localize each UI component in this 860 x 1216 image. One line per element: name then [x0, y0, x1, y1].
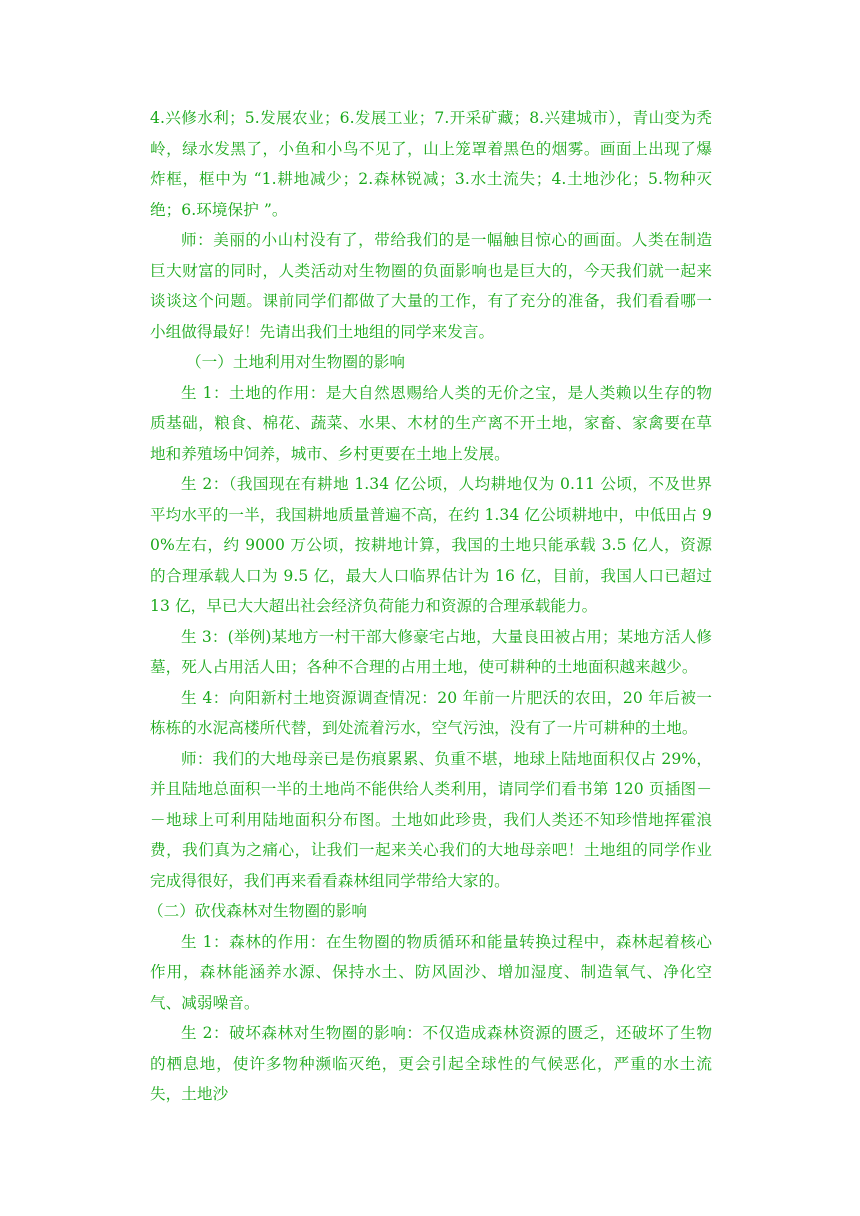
- section-heading-forest: （二）砍伐森林对生物圈的影响: [148, 902, 368, 920]
- paragraph-continuation: 4.兴修水利；5.发展农业；6.发展工业；7.开采矿藏；8.兴建城市），青山变为秃岭，绿水发黑了，小鱼和小鸟不见了，山上笼罩着黑色的烟雾。画面上出现了爆炸框，框中为 “1.耕地减少；2.森林锐减；3.水土流失；4.土地沙化；5.物种灭绝；6.环境保护 ”。: [150, 109, 712, 219]
- paragraph-student2-land: 生 2：（我国现在有耕地 1.34 亿公顷，人均耕地仅为 0.11 公顷，不及世界平均水平的一半，我国耕地质量普遍不高，在约 1.34 亿公顷耕地中，中低田占 90%左右，约 9000 万公顷，按耕地计算，我国的土地只能承载 3.5 亿人，资源的合理承载人口为 9.5 亿，最大人口临界估计为 16 亿，目前，我国人口已超过 13 亿，早已大大超出社会经济负荷能力和资源的合理承载能力。: [150, 475, 712, 615]
- paragraph-student2-forest: 生 2：破坏森林对生物圈的影响：不仅造成森林资源的匮乏，还破坏了生物的栖息地，使许多物种濒临灭绝，更会引起全球性的气候恶化，严重的水土流失，土地沙: [150, 1024, 712, 1103]
- paragraph-student1-forest: 生 1：森林的作用：在生物圈的物质循环和能量转换过程中，森林起着核心作用，森林能涵养水源、保持水土、防风固沙、增加湿度、制造氧气、净化空气、减弱噪音。: [150, 932, 712, 1012]
- paragraph-teacher-land: 师：我们的大地母亲已是伤痕累累、负重不堪，地球上陆地面积仅占 29%，并且陆地总面积一半的土地尚不能供给人类利用，请同学们看书第 120 页插图－－地球上可利用陆地面积分布图。土地如此珍贵，我们人类还不知珍惜地挥霍浪费，我们真为之痛心，让我们一起来关心我们的大地母亲吧！土地组的同学作业完成得很好，我们再来看看森林组同学带给大家的。: [150, 749, 712, 890]
- paragraph-teacher-intro: 师：美丽的小山村没有了，带给我们的是一幅触目惊心的画面。人类在制造巨大财富的同时，人类活动对生物圈的负面影响也是巨大的，今天我们就一起来谈谈这个问题。课前同学们都做了大量的工作，有了充分的准备，我们看看哪一小组做得最好！先请出我们土地组的同学来发言。: [150, 231, 712, 341]
- paragraph-student3-land: 生 3：(举例)某地方一村干部大修豪宅占地，大量良田被占用；某地方活人修墓，死人占用活人田；各种不合理的占用土地，使可耕种的土地面积越来越少。: [150, 627, 712, 676]
- section-heading-land: （一）土地利用对生物圈的影响: [186, 353, 406, 371]
- paragraph-student1-land: 生 1：土地的作用：是大自然恩赐给人类的无价之宝，是人类赖以生存的物质基础，粮食、棉花、蔬菜、水果、木材的生产离不开土地，家畜、家禽要在草地和养殖场中饲养，城市、乡村更要在土地上发展。: [150, 383, 712, 463]
- paragraph-student4-land: 生 4：向阳新村土地资源调查情况：20 年前一片肥沃的农田，20 年后被一栋栋的水泥高楼所代替，到处流着污水，空气污浊，没有了一片可耕种的土地。: [150, 688, 712, 737]
- document-body: [150, 103, 712, 1110]
